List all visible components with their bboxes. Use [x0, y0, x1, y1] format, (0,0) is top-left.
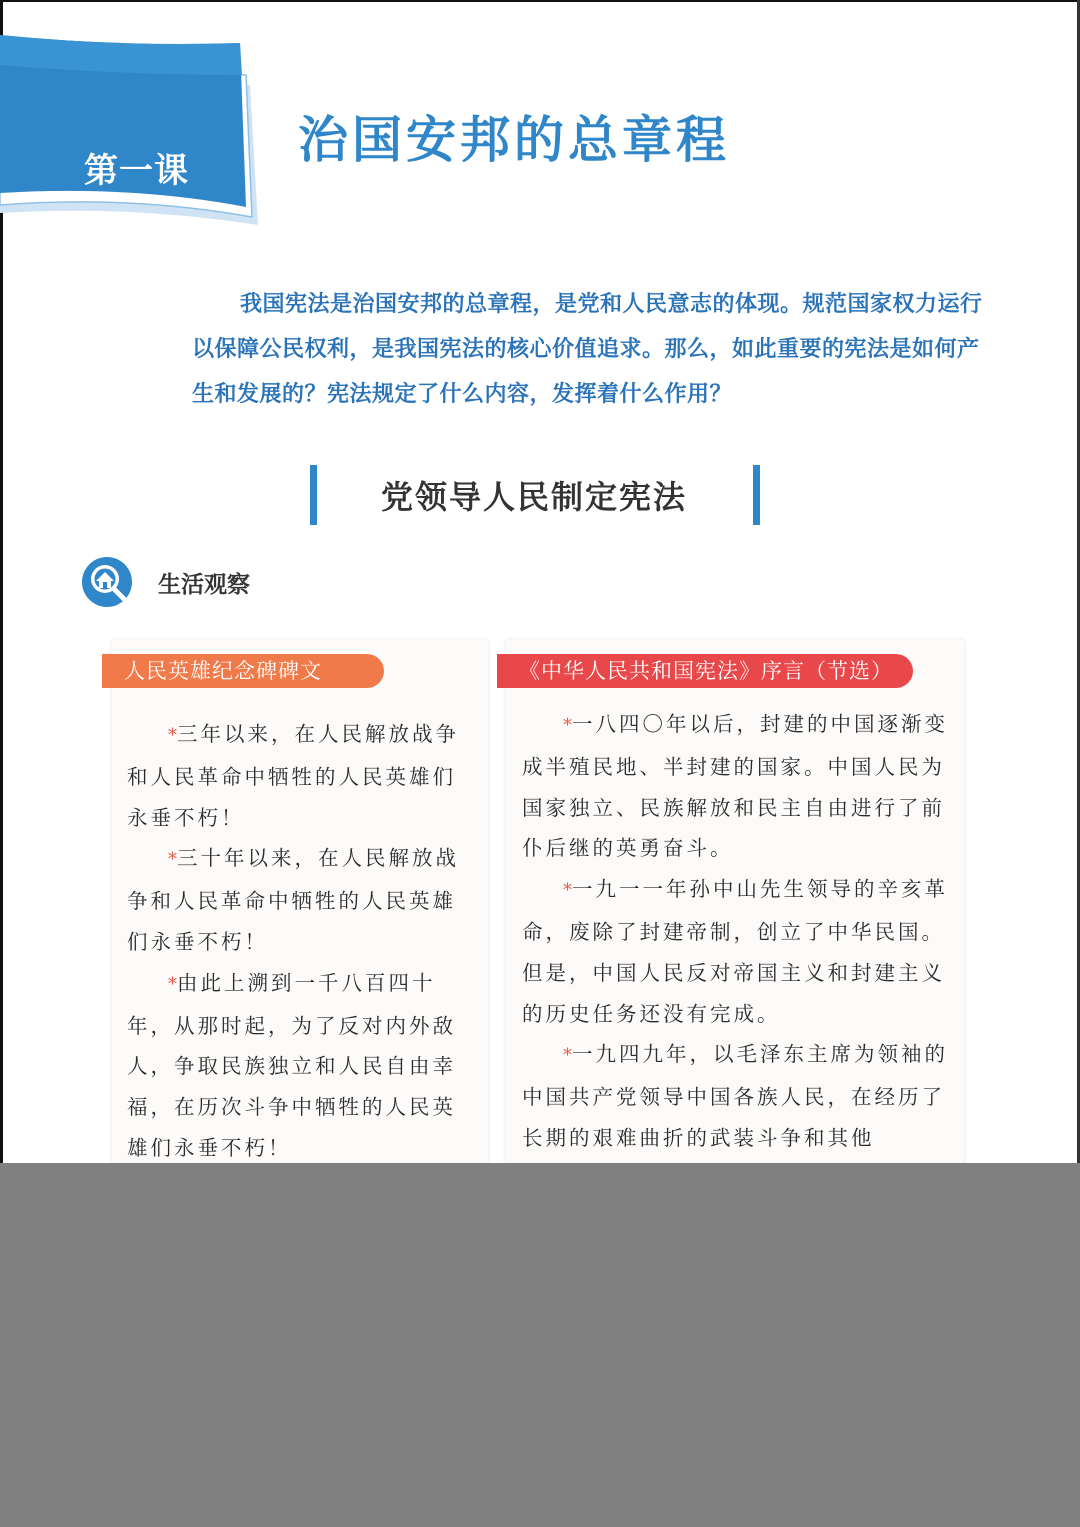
page-border	[0, 0, 1080, 2]
card-tag: 《中华人民共和国宪法》序言（节选）	[497, 654, 913, 688]
section-heading: 党领导人民制定宪法	[380, 478, 687, 516]
section-bar	[310, 465, 317, 525]
star-marker: *	[563, 1045, 572, 1067]
redaction-overlay	[0, 1163, 1080, 1527]
card-paragraph: *三年以来，在人民解放战争和人民革命中牺牲的人民英雄们永垂不朽！	[127, 722, 459, 830]
house-magnifier-icon	[81, 556, 133, 608]
star-marker: *	[168, 725, 177, 746]
lesson-title: 治国安邦的总章程	[298, 110, 730, 169]
intro-paragraph: 我国宪法是治国安邦的总章程，是党和人民意志的体现。规范国家权力运行以保障公民权利，是我国宪法的核心价值追求。那么，如此重要的宪法是如何产生和发展的？宪法规定了什么内容，发挥着什么作用？	[192, 291, 983, 407]
card-tag: 人民英雄纪念碑碑文	[102, 654, 384, 688]
card-paragraph: *三十年以来，在人民解放战争和人民革命中牺牲的人民英雄们永垂不朽！	[127, 846, 459, 954]
observation-label: 生活观察	[158, 572, 250, 598]
card-paragraph: *一九四九年，以毛泽东主席为领袖的中国共产党领导中国各族人民，在经历了长期的艰难曲折的武装斗争和其他	[522, 1042, 948, 1150]
card-paragraph: *由此上溯到一千八百四十年，从那时起，为了反对内外敌人，争取民族独立和人民自由幸福，在历次斗争中牺牲的人民英雄们永垂不朽！	[127, 970, 456, 1160]
star-marker: *	[563, 715, 572, 736]
star-marker: *	[563, 880, 572, 902]
lesson-tab-shape	[0, 35, 260, 230]
star-marker: *	[168, 849, 177, 871]
card-body	[127, 714, 477, 1169]
section-bar	[753, 465, 760, 525]
card-paragraph: *一九一一年孙中山先生领导的辛亥革命，废除了封建帝制，创立了中华民国。但是，中国人民反对帝国主义和封建主义的历史任务还没有完成。	[522, 877, 948, 1026]
card-paragraph: *一八四〇年以后，封建的中国逐渐变成半殖民地、半封建的国家。中国人民为国家独立、民族解放和民主自由进行了前仆后继的英勇奋斗。	[522, 712, 948, 861]
lesson-number: 第一课	[84, 151, 189, 191]
star-marker: *	[168, 973, 177, 995]
lesson-tab	[0, 35, 260, 230]
card-body	[522, 704, 954, 1159]
